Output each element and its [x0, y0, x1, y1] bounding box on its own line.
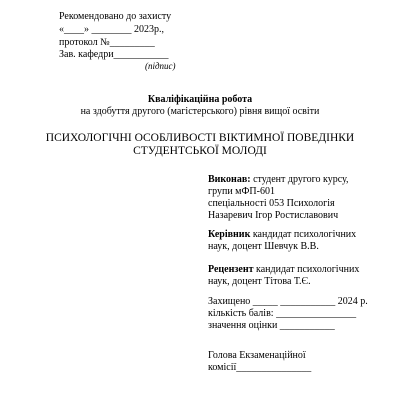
department-head-line: Зав. кафедри___________: [59, 49, 169, 60]
supervisor-line-1: [208, 229, 356, 241]
reviewer-label: Рецензент: [208, 264, 254, 275]
degree-line: на здобуття другого (магістерського) рівня вищої освіти: [80, 106, 320, 117]
reviewer-line-1: [208, 264, 359, 276]
grade-line: значення оцінки ___________: [208, 320, 335, 331]
commission-head-line: Голова Екзаменаційної: [208, 350, 306, 361]
executor-specialty: спеціальності 053 Психологія: [208, 198, 335, 209]
supervisor-label: Керівник: [208, 229, 251, 240]
work-heading: Кваліфікаційна робота: [147, 94, 253, 105]
thesis-title-line-2: СТУДЕНТСЬКОЇ МОЛОДІ: [133, 145, 267, 157]
reviewer-line-1-text: кандидат психологічних: [253, 264, 360, 275]
executor-group: групи мФП-601: [208, 186, 275, 197]
commission-line: комісії_______________: [208, 362, 312, 373]
executor-label: Виконав:: [208, 174, 251, 185]
executor-name: Назаревич Ігор Ростиславович: [208, 210, 339, 221]
executor-line-1-text: студент другого курсу,: [250, 174, 349, 185]
recommended-text: Рекомендовано до захисту: [59, 11, 172, 22]
thesis-title-line-1: ПСИХОЛОГІЧНІ ОСОБЛИВОСТІ ВІКТИМНОЇ ПОВЕДІНКИ: [45, 132, 355, 144]
executor-line-1: [208, 174, 349, 186]
supervisor-name: наук, доцент Шевчук В.В.: [208, 241, 319, 252]
signature-hint: (підпис): [145, 61, 176, 71]
defense-date-line: Захищено _____ ___________ 2024 р.: [208, 296, 368, 307]
supervisor-line-1-text: кандидат психологічних: [250, 229, 357, 240]
reviewer-name: наук, доцент Тітова Т.Є.: [208, 276, 311, 287]
protocol-line: протокол №_________: [59, 37, 155, 48]
approval-date-line: «____» ________ 2023р.,: [59, 24, 164, 35]
points-line: кількість балів: ________________: [208, 308, 357, 319]
